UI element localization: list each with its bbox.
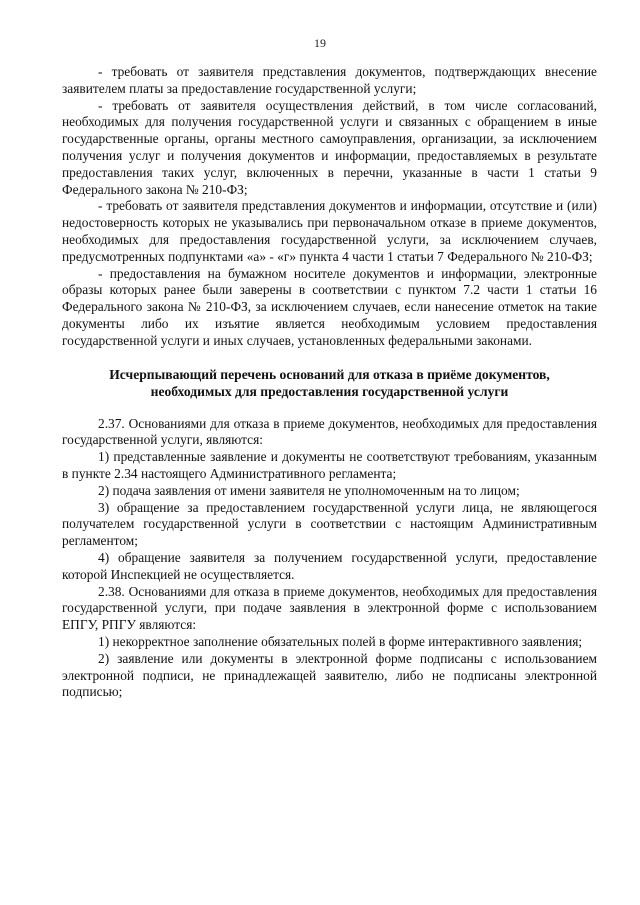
paragraph: - предоставления на бумажном носителе документов и информации, электронные образы которых ранее были заверены в соответствии с пунктом 7.2 части 1 статьи 16 Федерального закона № 210-ФЗ, за исключением случаев, если нанесение отметок на такие документы либо их изъятие является необходимым условием предоставления государственной услуги и иных случаев, установленных федеральными законами. xyxy=(62,265,597,348)
list-item: 2) заявление или документы в электронной форме подписаны с использованием электронной подписи, не принадлежащей заявителю, либо не подписаны электронной подписью; xyxy=(62,650,597,700)
spacer xyxy=(62,350,597,366)
list-item: 4) обращение заявителя за получением государственной услуги, предоставление которой Инспекцией не осуществляется. xyxy=(62,549,597,582)
paragraph: - требовать от заявителя представления документов, подтверждающих внесение заявителем платы за предоставление государственной услуги; xyxy=(62,64,597,96)
paragraph: 2.37. Основаниями для отказа в приеме документов, необходимых для предоставления государственной услуги, являются: xyxy=(62,415,597,448)
section-heading-line-1: Исчерпывающий перечень оснований для отказа в приёме документов, xyxy=(109,366,550,382)
list-item: 1) представленные заявление и документы не соответствуют требованиям, указанным в пункте 2.34 настоящего Административного регламента; xyxy=(62,449,597,481)
section-heading-line-2: необходимых для предоставления государственной услуги xyxy=(150,383,509,399)
list-item: 3) обращение за предоставлением государственной услуги лица, не являющегося получателем государственной услуги в соответствии с настоящим Административным регламентом; xyxy=(62,499,597,549)
paragraph: - требовать от заявителя осуществления действий, в том числе согласований, необходимых для получения государственной услуги и связанных с обращением в иные государственные органы, органы местного самоуправления, организации, за исключением получения услуг и получения документов и информации, предоставляемых в результате предоставления таких услуг, включенных в перечни, указанные в части 1 статьи 9 Федерального закона № 210-ФЗ; xyxy=(62,97,597,197)
list-item: 1) некорректное заполнение обязательных полей в форме интерактивного заявления; xyxy=(98,633,583,649)
page-number: 19 xyxy=(314,36,326,50)
document-body xyxy=(62,64,597,701)
spacer xyxy=(62,400,597,416)
paragraph: - требовать от заявителя представления документов и информации, отсутствие и (или) недостоверность которых не указывались при первоначальном отказе в приеме документов, необходимых для предоставления государственной услуги, за исключением случаев, предусмотренных подпунктами «а» - «г» пункта 4 части 1 статьи 7 Федерального № 210-ФЗ; xyxy=(62,198,597,264)
list-item: 2) подача заявления от имени заявителя не уполномоченным на то лицом; xyxy=(98,482,520,498)
paragraph: 2.38. Основаниями для отказа в приеме документов, необходимых для предоставления государственной услуги, при подаче заявления в электронной форме с использованием ЕПГУ, РПГУ являются: xyxy=(62,583,597,633)
section-heading xyxy=(62,366,597,400)
